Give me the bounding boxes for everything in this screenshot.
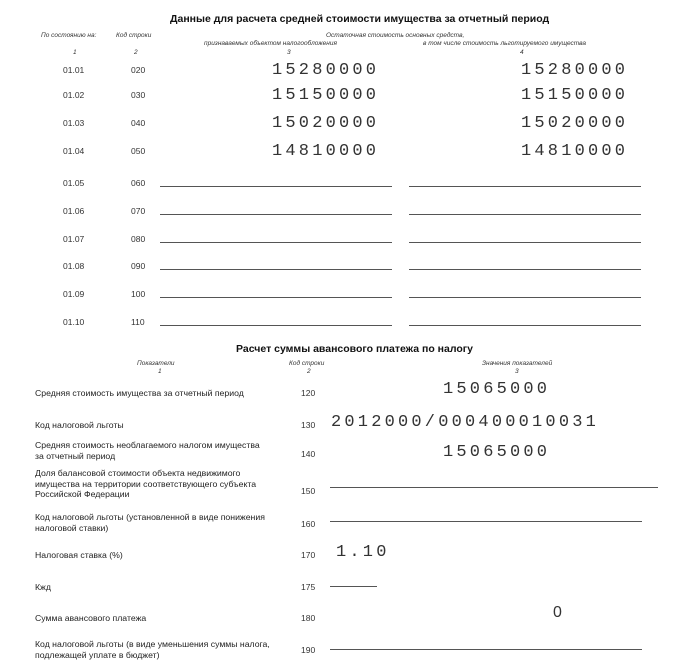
header2-values: Значения показателей (482, 360, 553, 367)
row-taxable-value[interactable]: 15150000 (272, 86, 380, 105)
header-exempt: в том числе стоимость льготируемого имущества (423, 40, 587, 47)
row-date: 01.01 (63, 65, 85, 75)
indicator-code: 180 (301, 613, 316, 623)
row-exempt-empty-field[interactable] (409, 242, 641, 243)
row-code: 040 (131, 118, 146, 128)
row-exempt-value[interactable]: 15280000 (521, 61, 629, 80)
row-date: 01.09 (63, 289, 85, 299)
indicator-label: Средняя стоимость необлагаемого налогом имущества за отчетный период (35, 440, 260, 461)
row-code: 090 (131, 261, 146, 271)
row-code: 110 (131, 317, 145, 327)
indicator-code: 175 (301, 582, 316, 592)
indicator-label: Сумма авансового платежа (35, 613, 147, 623)
row-date: 01.08 (63, 261, 85, 271)
indicator-label: Код налоговой льготы (35, 420, 124, 430)
row-taxable-empty-field[interactable] (160, 297, 392, 298)
row-taxable-empty-field[interactable] (160, 325, 392, 326)
indicator-code: 190 (301, 645, 316, 655)
row-taxable-empty-field[interactable] (160, 214, 392, 215)
row-exempt-empty-field[interactable] (409, 269, 641, 270)
header2-num-1: 1 (158, 368, 162, 375)
row-date: 01.02 (63, 90, 85, 100)
row-code: 030 (131, 90, 146, 100)
header2-num-3: 3 (515, 368, 519, 375)
indicator-label: Кжд (35, 582, 51, 592)
row-date: 01.06 (63, 206, 85, 216)
row-code: 020 (131, 65, 146, 75)
row-exempt-value[interactable]: 15020000 (521, 114, 629, 133)
row-date: 01.04 (63, 146, 85, 156)
indicator-label: Доля балансовой стоимости объекта недвижимого имущества на территории соответствующего субъекта Российской Федерации (35, 468, 257, 499)
header-taxable: признаваемых объектом налогообложения (204, 40, 337, 47)
row-date: 01.05 (63, 178, 85, 188)
header-code: Код строки (116, 32, 152, 39)
section2-title: Расчет суммы авансового платежа по налогу (236, 343, 474, 355)
indicator-value[interactable]: 0 (553, 604, 562, 621)
row-taxable-value[interactable]: 15280000 (272, 61, 380, 80)
indicator-code: 130 (301, 420, 316, 430)
indicator-value[interactable]: 2012000/000400010031 (331, 413, 600, 432)
row-code: 050 (131, 146, 146, 156)
indicator-label: Налоговая ставка (%) (35, 550, 123, 560)
header2-indicators: Показатели (137, 360, 175, 367)
header2-num-2: 2 (307, 368, 311, 375)
row-code: 060 (131, 178, 146, 188)
header-num-1: 1 (73, 49, 77, 56)
row-exempt-value[interactable]: 14810000 (521, 142, 629, 161)
row-taxable-value[interactable]: 15020000 (272, 114, 380, 133)
indicator-code: 160 (301, 519, 316, 529)
row-code: 070 (131, 206, 146, 216)
row-date: 01.03 (63, 118, 85, 128)
header2-code: Код строки (289, 360, 325, 367)
header-num-3: 3 (287, 49, 291, 56)
row-code: 100 (131, 289, 146, 299)
indicator-code: 150 (301, 486, 316, 496)
row-taxable-empty-field[interactable] (160, 242, 392, 243)
row-taxable-value[interactable]: 14810000 (272, 142, 380, 161)
header-date: По состоянию на: (41, 32, 97, 39)
row-taxable-empty-field[interactable] (160, 186, 392, 187)
indicator-code: 120 (301, 388, 316, 398)
indicator-code: 170 (301, 550, 316, 560)
row-exempt-empty-field[interactable] (409, 186, 641, 187)
row-date: 01.07 (63, 234, 85, 244)
indicator-code: 140 (301, 449, 316, 459)
row-taxable-empty-field[interactable] (160, 269, 392, 270)
row-date: 01.10 (63, 317, 85, 327)
row-exempt-empty-field[interactable] (409, 325, 641, 326)
indicator-empty-field[interactable] (330, 649, 642, 650)
row-exempt-value[interactable]: 15150000 (521, 86, 629, 105)
indicator-empty-field[interactable] (330, 487, 658, 488)
indicator-label: Средняя стоимость имущества за отчетный период (35, 388, 244, 398)
indicator-value[interactable]: 1.10 (336, 543, 390, 562)
indicator-empty-field[interactable] (330, 521, 642, 522)
indicator-label: Код налоговой льготы (установленной в виде понижения налоговой ставки) (35, 512, 265, 533)
header-num-4: 4 (520, 49, 524, 56)
indicator-value[interactable]: 15065000 (443, 380, 551, 399)
indicator-empty-field[interactable] (330, 586, 377, 587)
row-code: 080 (131, 234, 146, 244)
indicator-value[interactable]: 15065000 (443, 443, 551, 462)
section1-title: Данные для расчета средней стоимости имущества за отчетный период (170, 13, 550, 25)
header-residual-value: Остаточная стоимость основных средств, (326, 32, 465, 39)
row-exempt-empty-field[interactable] (409, 214, 641, 215)
row-exempt-empty-field[interactable] (409, 297, 641, 298)
indicator-label: Код налоговой льготы (в виде уменьшения суммы налога, подлежащей уплате в бюджет) (35, 639, 270, 660)
header-num-2: 2 (134, 49, 138, 56)
